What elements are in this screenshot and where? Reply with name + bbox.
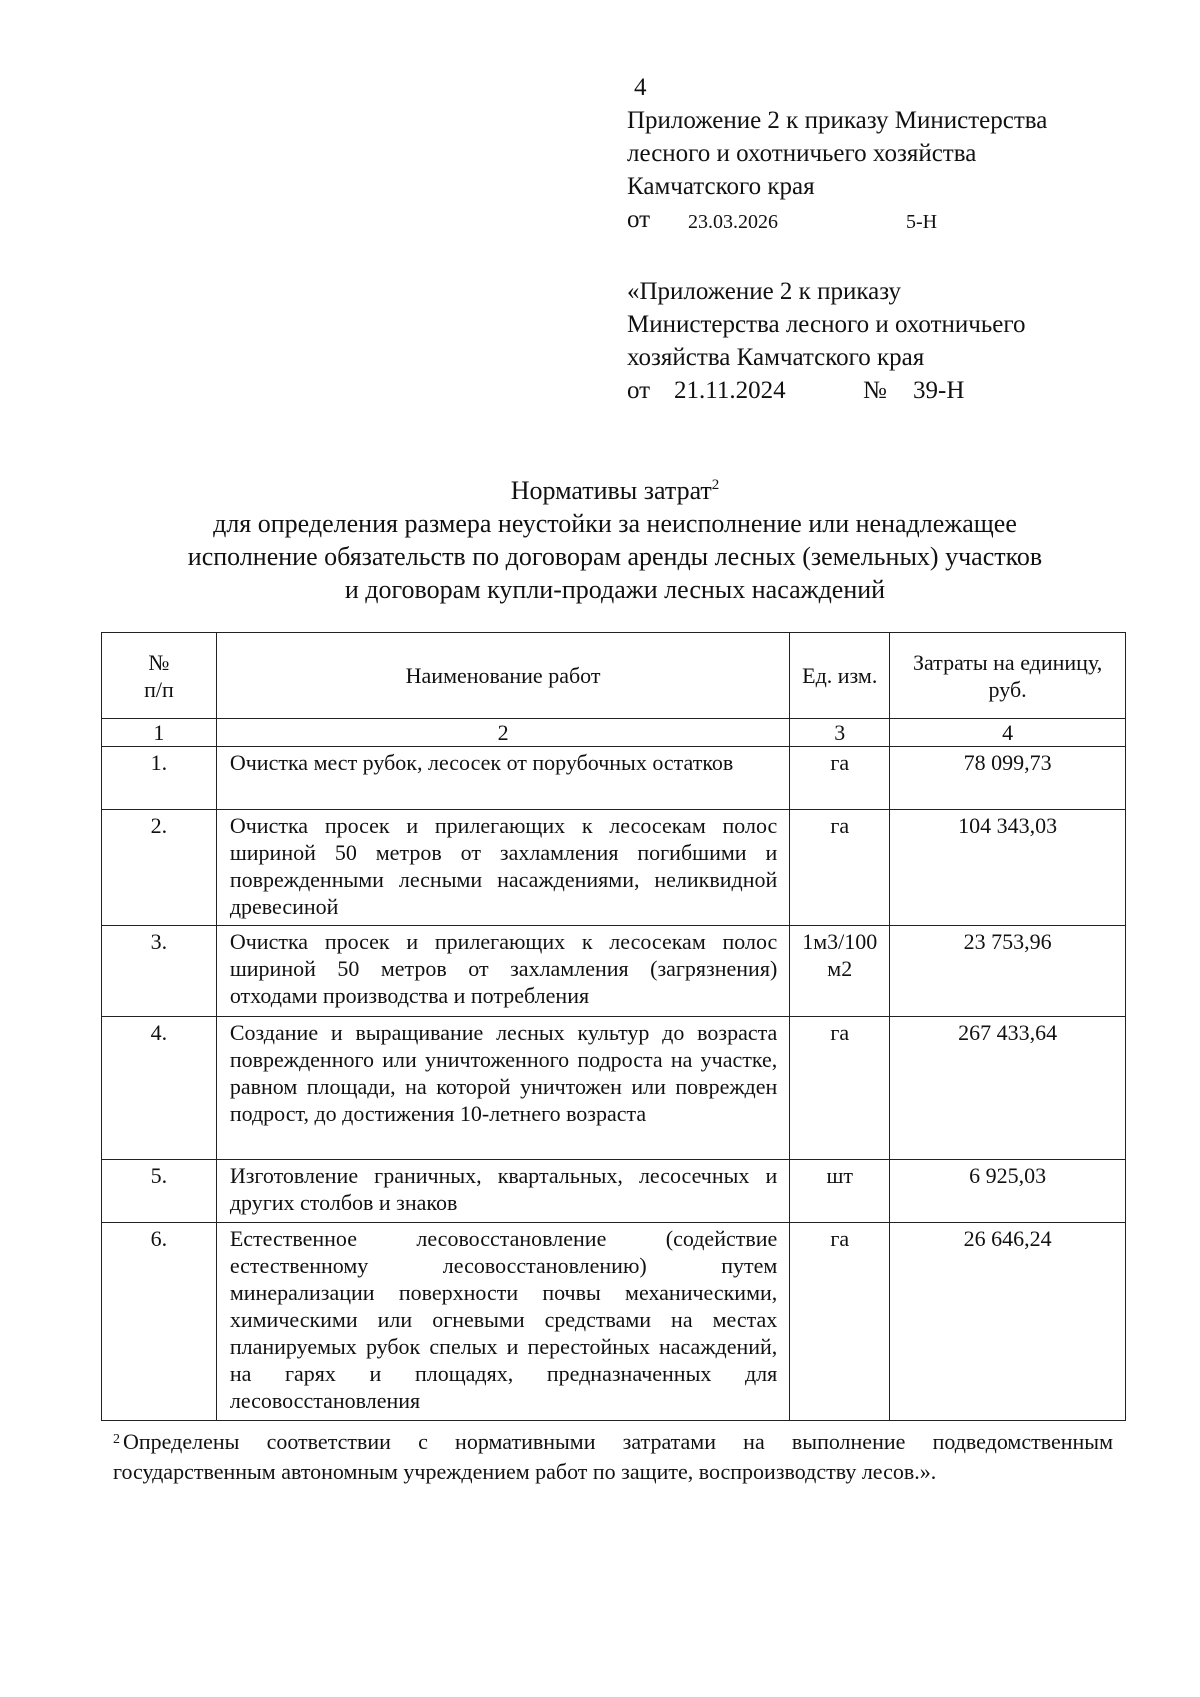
column-number: 2 xyxy=(216,719,789,747)
column-number: 4 xyxy=(890,719,1126,747)
work-name: Очистка просек и прилегающих к лесосекам полос шириной 50 метров от захламления (загрязнения) отходами производства и потребления xyxy=(216,926,789,1017)
header-no: № п/п xyxy=(102,633,217,719)
from-label: от xyxy=(627,377,651,404)
row-number: 5. xyxy=(102,1160,217,1223)
cost: 104 343,03 xyxy=(890,810,1126,926)
document-title xyxy=(140,474,1090,606)
unit: шт xyxy=(790,1160,890,1223)
header-unit: Ед. изм. xyxy=(790,633,890,719)
order-date-row xyxy=(627,203,1047,236)
unit: га xyxy=(790,1223,890,1421)
work-name: Изготовление граничных, квартальных, лесосечных и других столбов и знаков xyxy=(216,1160,789,1223)
table-row xyxy=(102,747,1126,810)
table-row xyxy=(102,810,1126,926)
header-name: Наименование работ xyxy=(216,633,789,719)
order-date: 23.03.2026 xyxy=(688,211,778,233)
page-number: 4 xyxy=(634,74,647,101)
title-line: для определения размера неустойки за неисполнение или ненадлежащее xyxy=(213,509,1017,538)
appendix-current-order xyxy=(627,104,1047,236)
cost-norms-table xyxy=(101,632,1126,1421)
table-row xyxy=(102,1160,1126,1223)
unit: 1м3/100 м2 xyxy=(790,926,890,1017)
cost: 78 099,73 xyxy=(890,747,1126,810)
unit: га xyxy=(790,810,890,926)
row-number: 6. xyxy=(102,1223,217,1421)
cost: 23 753,96 xyxy=(890,926,1126,1017)
cost: 26 646,24 xyxy=(890,1223,1126,1421)
row-number: 1. xyxy=(102,747,217,810)
footnote-text: Определены соответствии с нормативными затратами на выполнение подведомственным государственным автономным учреждением работ по защите, воспроизводству лесов.». xyxy=(113,1429,1113,1484)
footnote xyxy=(113,1427,1113,1487)
title-line: и договорам купли-продажи лесных насаждений xyxy=(344,575,886,604)
appendix-previous-order xyxy=(627,275,1026,407)
from-label: от xyxy=(627,206,651,233)
number-sign: № xyxy=(863,377,887,404)
cost: 6 925,03 xyxy=(890,1160,1126,1223)
order-number: 5-Н xyxy=(906,211,938,233)
column-number: 1 xyxy=(102,719,217,747)
order-date-row xyxy=(627,374,1026,407)
table-row xyxy=(102,1017,1126,1160)
title-line: исполнение обязательств по договорам аренды лесных (земельных) участков xyxy=(187,542,1043,571)
column-number-row xyxy=(102,719,1126,747)
unit: га xyxy=(790,1017,890,1160)
appendix-line: хозяйства Камчатского края xyxy=(627,344,925,371)
appendix-line: Министерства лесного и охотничьего xyxy=(627,311,1026,338)
column-number: 3 xyxy=(790,719,890,747)
unit: га xyxy=(790,747,890,810)
order-number: 39-Н xyxy=(913,377,965,404)
order-date: 21.11.2024 xyxy=(674,377,786,404)
footnote-mark: 2 xyxy=(113,1432,120,1447)
header-cost: Затраты на единицу, руб. xyxy=(890,633,1126,719)
table-row xyxy=(102,1223,1126,1421)
footnote-ref: 2 xyxy=(711,477,720,493)
appendix-line: лесного и охотничьего хозяйства xyxy=(627,140,977,167)
row-number: 3. xyxy=(102,926,217,1017)
appendix-line: Камчатского края xyxy=(627,173,815,200)
table-row xyxy=(102,926,1126,1017)
title-heading: Нормативы затрат$^2$ xyxy=(510,476,720,505)
row-number: 2. xyxy=(102,810,217,926)
work-name: Создание и выращивание лесных культур до возраста поврежденного или уничтоженного подроста на участке, равном площади, на которой уничтожен или поврежден подрост, до достижения 10-летнего возраста xyxy=(216,1017,789,1160)
appendix-line: Приложение 2 к приказу Министерства xyxy=(627,107,1048,134)
row-number: 4. xyxy=(102,1017,217,1160)
work-name: Естественное лесовосстановление (содействие естественному лесовосстановлению) путем минерализации поверхности почвы механическими, химическими или огневыми средствами на местах планируемых рубок спелых и перестойных насаждений, на гарях и площадях, предназначенных для лесовосстановления xyxy=(216,1223,789,1421)
work-name: Очистка просек и прилегающих к лесосекам полос шириной 50 метров от захламления погибшими и поврежденными лесными насаждениями, неликвидной древесиной xyxy=(216,810,789,926)
work-name: Очистка мест рубок, лесосек от порубочных остатков xyxy=(216,747,789,810)
table-header-row xyxy=(102,633,1126,719)
appendix-line: «Приложение 2 к приказу xyxy=(627,278,902,305)
cost: 267 433,64 xyxy=(890,1017,1126,1160)
